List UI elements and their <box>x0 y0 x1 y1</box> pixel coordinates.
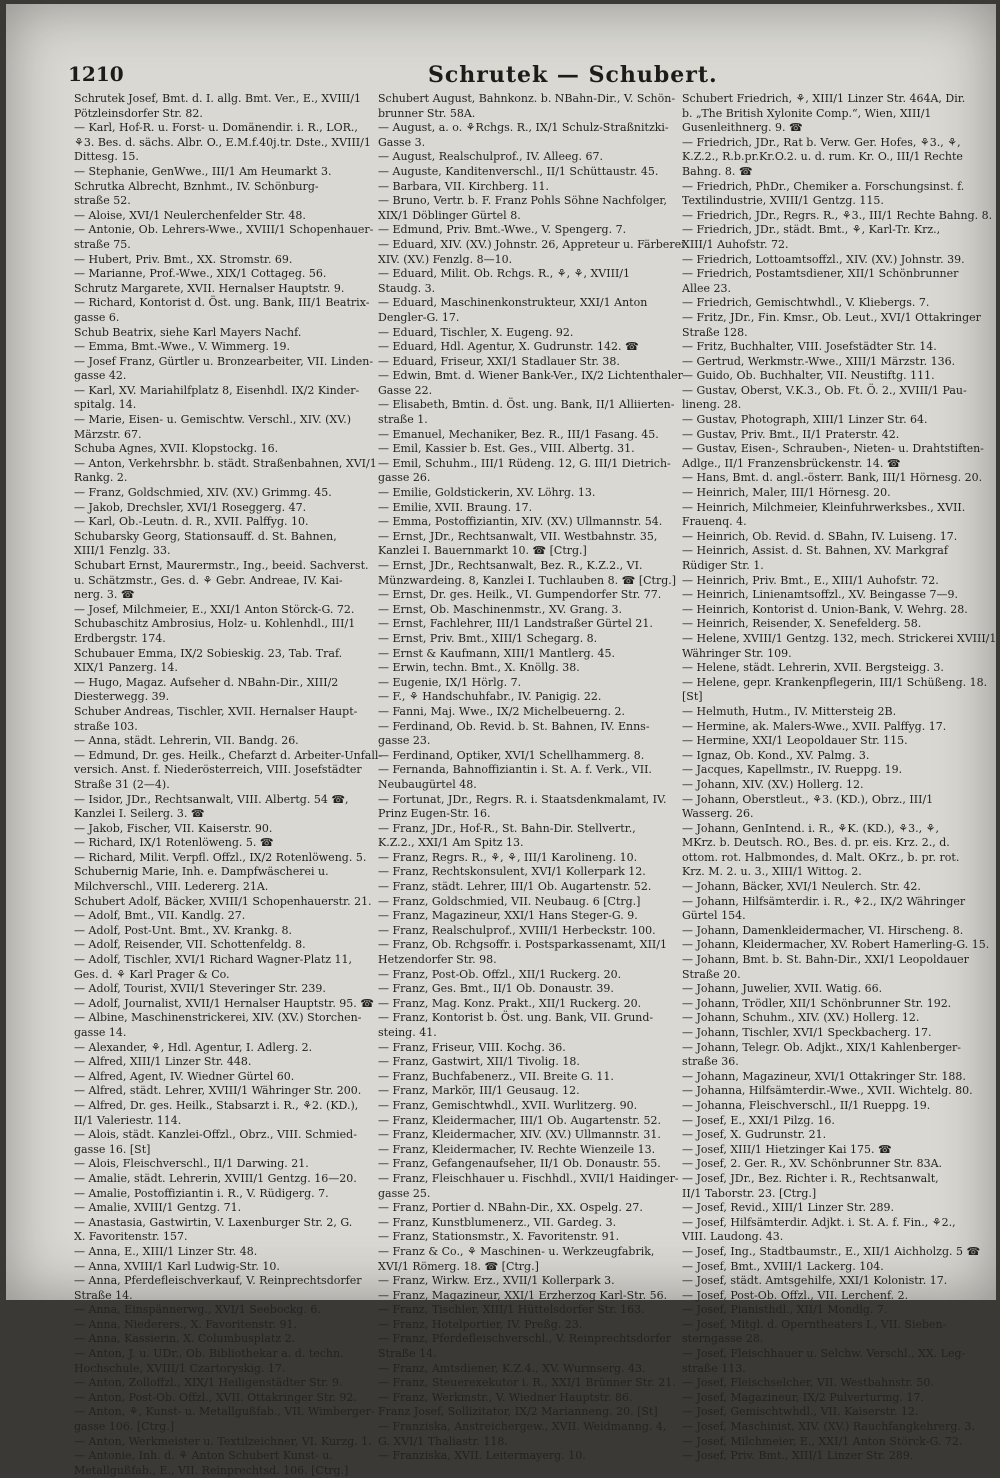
directory-entry-line: — Anna, E., XIII/1 Linzer Str. 48. <box>74 1244 258 1258</box>
directory-entry-line: — Alexander, ⚘, Hdl. Agentur, I. Adlerg. 2. <box>74 1040 313 1054</box>
directory-entry-line: — Helene, XVIII/1 Gentzg. 132, mech. Strickerei XVIII/1 <box>682 631 997 645</box>
directory-entry-line: — Josef, Maschinist, XIV. (XV.) Rauchfangkehrerg. 3. <box>682 1420 975 1434</box>
directory-entry-line: — Ernst, JDr., Rechtsanwalt, VII. Westbahnstr. 35, <box>378 529 658 543</box>
directory-entry-line: K.Z.2., XXI/1 Am Spitz 13. <box>378 836 524 850</box>
directory-entry-line: — Johann, Juwelier, XVII. Watig. 66. <box>682 982 883 996</box>
directory-entry-line: Schuber Andreas, Tischler, XVII. Hernalser Haupt- <box>74 704 358 718</box>
directory-entry-line: — Franz, Portier d. NBahn-Dir., XX. Ospelg. 27. <box>378 1201 643 1215</box>
directory-entry-line: Wasserg. 26. <box>682 807 754 821</box>
directory-entry-line: — Josef, Milchmeier, E., XXI/1 Anton Störck-G. 72. <box>74 602 355 616</box>
directory-entry-line: — Alois, städt. Kanzlei-Offzl., Obrz., VIII. Schmied- <box>74 1128 357 1142</box>
directory-entry-line: — Franz, Ges. Bmt., II/1 Ob. Donaustr. 39. <box>378 982 614 996</box>
directory-entry-line: Krz. M. 2. u. 3., XIII/1 Wittog. 2. <box>682 865 862 879</box>
directory-entry-line: — Franz, Amtsdiener, K.Z.4., XV. Wurmserg. 43. <box>378 1361 646 1375</box>
directory-entry-line: — Stephanie, GenWwe., III/1 Am Heumarkt 3. <box>74 164 332 178</box>
directory-entry-line: Schub Beatrix, siehe Karl Mayers Nachf. <box>74 325 302 339</box>
directory-entry-line: — Josef, Ing., Stadtbaumstr., E., XII/1 Aichholzg. 5 ☎ <box>682 1244 981 1258</box>
directory-entry-line: II/1 Taborstr. 23. [Ctrg.] <box>682 1186 817 1200</box>
directory-entry-line: — Antonie, Inh. d. ⚘ Anton Schubert Kunst- u. <box>74 1449 333 1463</box>
directory-entry-line: — Aloise, XVI/1 Neulerchenfelder Str. 48. <box>74 208 306 222</box>
directory-entry-line: — Helene, städt. Lehrerin, XVII. Bergsteigg. 3. <box>682 661 944 675</box>
page-title: Schrutek — Schubert. <box>428 62 718 88</box>
directory-entry-line: — Heinrich, Ob. Revid. d. SBahn, IV. Luiseng. 17. <box>682 529 958 543</box>
directory-entry-line: — Franz, Kleidermacher, III/1 Ob. Augartenstr. 52. <box>378 1113 661 1127</box>
directory-entry-line: — Johann, Schuhm., XIV. (XV.) Hollerg. 12. <box>682 1011 920 1025</box>
directory-entry-line: — Eduard, Maschinenkonstrukteur, XXI/1 Anton <box>378 296 648 310</box>
directory-entry-line: — Franz, Kleidermacher, IV. Rechte Wienzeile 13. <box>378 1142 656 1156</box>
directory-entry-line: — F., ⚘ Handschuhfabr., IV. Panigig. 22. <box>378 690 602 704</box>
directory-entry-line: — Eduard, Milit. Ob. Rchgs. R., ⚘, ⚘, XVIII/1 <box>378 267 630 281</box>
directory-entry-line: — Anton, Zolloffzl., XIX/1 Heiligenstädter Str. 9. <box>74 1376 343 1390</box>
directory-entry-line: gasse 106. [Ctrg.] <box>74 1420 175 1434</box>
directory-entry-line: — Friedrich, PhDr., Chemiker a. Forschungsinst. f. <box>682 179 965 193</box>
directory-entry-line: — Adolf, Journalist, XVII/1 Hernalser Hauptstr. 95. ☎ <box>74 996 375 1010</box>
directory-entry-line: — Eduard, Friseur, XXI/1 Stadlauer Str. 38. <box>378 354 620 368</box>
directory-entry-line: Hochschule, XVIII/1 Czartoryskig. 17. <box>74 1361 286 1375</box>
directory-entry-line: straße 75. <box>74 237 131 251</box>
directory-entry-line: XIX/1 Panzerg. 14. <box>74 661 178 675</box>
directory-entry-line: Schubaschitz Ambrosius, Holz- u. Kohlenhdl., III/1 <box>74 617 356 631</box>
directory-entry-line: — Edwin, Bmt. d. Wiener Bank-Ver., IX/2 Lichtenthaler <box>378 369 683 383</box>
directory-entry-line: — Alfred, Dr. ges. Heilk., Stabsarzt i. R., ⚘2. (KD.), <box>74 1098 359 1112</box>
directory-entry-line: — Anton, Post-Ob. Offzl., XVII. Ottakringer Str. 92. <box>74 1390 357 1404</box>
directory-entry-line: — Josef, Priv. Bmt., XIII/1 Linzer Str. 289. <box>682 1449 914 1463</box>
directory-entry-line: — Jacques, Kapellmstr., IV. Rueppg. 19. <box>682 763 903 777</box>
directory-entry-line: brunner Str. 58A. <box>378 106 476 120</box>
directory-entry-line: — Ferdinand, Ob. Revid. b. St. Bahnen, IV. Enns- <box>378 719 650 733</box>
directory-entry-line: — Hugo, Magaz. Aufseher d. NBahn-Dir., XIII/2 <box>74 675 339 689</box>
directory-entry-line: — Josef, Revid., XIII/1 Linzer Str. 289. <box>682 1201 894 1215</box>
directory-entry-line: — Antonie, Ob. Lehrers-Wwe., XVIII/1 Schopenhauer- <box>74 223 374 237</box>
directory-entry-line: — Alois, Fleischverschl., II/1 Darwing. 21. <box>74 1157 309 1171</box>
directory-entry-line: — Franz, Realschulprof., XVIII/1 Herbeckstr. 100. <box>378 923 656 937</box>
directory-entry-line: — Emilie, XVII. Braung. 17. <box>378 500 533 514</box>
directory-entry-line: — Helmuth, Hutm., IV. Mittersteig 2B. <box>682 704 897 718</box>
directory-entry-line: XIX/1 Döblinger Gürtel 8. <box>378 208 521 222</box>
directory-entry-line: — Franz, Gemischtwhdl., XVII. Wurlitzerg. 90. <box>378 1098 638 1112</box>
directory-entry-line: — Anna, XVIII/1 Karl Ludwig-Str. 10. <box>74 1259 280 1273</box>
directory-entry-line: — Ernst, Priv. Bmt., XIII/1 Schegarg. 8. <box>378 631 598 645</box>
directory-entry-line: Gasse 3. <box>378 135 426 149</box>
directory-entry-line: — Fritz, JDr., Fin. Kmsr., Ob. Leut., XVI/1 Ottakringer <box>682 310 981 324</box>
directory-entry-line: — Franz, Markör, III/1 Geusaug. 12. <box>378 1084 580 1098</box>
directory-entry-line: — Emil, Kassier b. Est. Ges., VIII. Albertg. 31. <box>378 442 635 456</box>
directory-entry-line: — Josef Franz, Gürtler u. Bronzearbeiter, VII. Linden- <box>74 354 374 368</box>
directory-entry-line: lineng. 28. <box>682 398 742 412</box>
directory-entry-line: XIII/1 Fenzlg. 33. <box>74 544 171 558</box>
directory-entry-line: Kanzlei I. Seilerg. 3. ☎ <box>74 807 205 821</box>
directory-entry-line: — Bruno, Vertr. b. F. Franz Pohls Söhne Nachfolger, <box>378 194 667 208</box>
directory-entry-line: — Albine, Maschinenstrickerei, XIV. (XV.) Storchen- <box>74 1011 362 1025</box>
directory-entry-line: — Franz, Stationsmstr., X. Favoritenstr. 91. <box>378 1230 620 1244</box>
directory-entry-line: Schubert Friedrich, ⚘, XIII/1 Linzer Str. 464A, Dir. <box>682 92 966 105</box>
directory-entry-line: sterngasse 28. <box>682 1332 764 1346</box>
directory-entry-line: — Anton, J. u. UDr., Ob. Bibliothekar a. d. techn. <box>74 1347 344 1361</box>
directory-entry-line: — Gustav, Oberst, V.K.3., Ob. Ft. Ö. 2., XVIII/1 Pau- <box>682 383 967 397</box>
directory-entry-line: — Adolf, Tischler, XVI/1 Richard Wagner-Platz 11, <box>74 953 353 967</box>
directory-entry-line: — Anastasia, Gastwirtin, V. Laxenburger Str. 2, G. <box>74 1215 353 1229</box>
directory-entry-line: Diesterwegg. 39. <box>74 690 170 704</box>
directory-entry-line: — Franz, Rechtskonsulent, XVI/1 Kollerpark 12. <box>378 865 646 879</box>
directory-entry-line: Frauenq. 4. <box>682 515 747 529</box>
directory-entry-line: — Alfred, städt. Lehrer, XVIII/1 Währinger Str. 200. <box>74 1084 362 1098</box>
directory-entry-line: Münzwardeing. 8, Kanzlei I. Tuchlauben 8. ☎ [Ctrg.] <box>378 573 677 587</box>
directory-entry-line: — Franz, Pferdefleischverschl., V. Reinprechtsdorfer <box>378 1332 672 1346</box>
directory-entry-line: Metallgußfab., E., VII. Reinprechtsd. 106. [Ctrg.] <box>74 1463 349 1477</box>
directory-entry-line: — Heinrich, Priv. Bmt., E., XIII/1 Auhofstr. 72. <box>682 573 939 587</box>
directory-entry-line: — Barbara, VII. Kirchberg. 11. <box>378 179 550 193</box>
directory-entry-line: — Gustav, Eisen-, Schrauben-, Nieten- u. Drahtstiften- <box>682 442 984 456</box>
directory-entry-line: — Josef, Gemischtwhdl., VII. Kaiserstr. 12. <box>682 1405 919 1419</box>
directory-entry-line: — Hermine, ak. Malers-Wwe., XVII. Palffyg. 17. <box>682 719 947 733</box>
directory-entry-line: — Johann, XIV. (XV.) Hollerg. 12. <box>682 777 864 791</box>
directory-entry-line: — Adolf, Bmt., VII. Kandlg. 27. <box>74 909 246 923</box>
directory-entry-line: — Karl, Hof-R. u. Forst- u. Domänendir. i. R., LOR., <box>74 121 358 135</box>
directory-entry-line: — Friedrich, Gemischtwhdl., V. Kliebergs. 7. <box>682 296 930 310</box>
directory-entry-line: Gürtel 154. <box>682 909 746 923</box>
directory-entry-line: — Eduard, XIV. (XV.) Johnstr. 26, Appreteur u. Färberei <box>378 237 685 251</box>
directory-entry-line: straße 1. <box>378 413 428 427</box>
directory-entry-line: — Josef, Hilfsämterdir. Adjkt. i. St. A. f. Fin., ⚘2., <box>682 1215 956 1229</box>
directory-entry-line: — Jakob, Drechsler, XVI/1 Roseggerg. 47. <box>74 500 307 514</box>
directory-entry-line: Schubart Ernst, Maurermstr., Ing., beeid. Sachverst. <box>74 559 369 572</box>
directory-entry-line: — Franz, Post-Ob. Offzl., XII/1 Ruckerg. 20. <box>378 967 622 981</box>
directory-entry-line: Schubarsky Georg, Stationsauff. d. St. Bahnen, <box>74 529 337 543</box>
directory-entry-line: — Johann, Oberstleut., ⚘3. (KD.), Obrz., III/1 <box>682 792 934 806</box>
directory-entry-line: straße 52. <box>74 194 131 208</box>
directory-entry-line: Neubaugürtel 48. <box>378 777 477 791</box>
directory-entry-line: — Heinrich, Maler, III/1 Hörnesg. 20. <box>682 486 891 500</box>
directory-entry-line: nerg. 3. ☎ <box>74 588 135 602</box>
directory-entry-line: — Elisabeth, Bmtin. d. Öst. ung. Bank, II/1 Alliierten- <box>378 398 675 412</box>
directory-entry-line: K.Z.2., R.b.pr.Kr.O.2. u. d. rum. Kr. O., III/1 Rechte <box>682 150 963 164</box>
directory-entry-line: — Richard, IX/1 Rotenlöweng. 5. ☎ <box>74 836 274 850</box>
directory-entry-line: — Johanna, Fleischverschl., II/1 Rueppg. 19. <box>682 1098 931 1112</box>
directory-entry-line: — Franz, Hotelportier, IV. Preßg. 23. <box>378 1317 583 1331</box>
directory-entry-line: Dittesg. 15. <box>74 150 139 164</box>
directory-entry-line: — Anna, Pferdefleischverkauf, V. Reinprechtsdorfer <box>74 1274 362 1288</box>
directory-entry-line: — Marie, Eisen- u. Gemischtw. Verschl., XIV. (XV.) <box>74 413 352 427</box>
directory-entry-line: — Franz, Buchfabenerz., VII. Breite G. 11. <box>378 1069 614 1083</box>
directory-entry-line: — Franz, Wirkw. Erz., XVII/1 Kollerpark 3. <box>378 1274 615 1288</box>
directory-entry-line: Milchverschl., VIII. Ledererg. 21A. <box>74 880 269 894</box>
directory-entry-line: — Emilie, Goldstickerin, XV. Löhrg. 13. <box>378 486 596 500</box>
directory-entry-line: — Anton, Werkmeister u. Textilzeichner, VI. Kurzg. 1. <box>74 1434 372 1448</box>
directory-entry-line: — Amalie, Postoffiziantin i. R., V. Rüdigerg. 7. <box>74 1186 329 1200</box>
directory-entry-line: — Karl, Ob.-Leutn. d. R., XVII. Palffyg. 10. <box>74 515 309 529</box>
directory-entry-line: — Franz, Mag. Konz. Prakt., XII/1 Ruckerg. 20. <box>378 996 642 1010</box>
directory-entry-line: — Fernanda, Bahnoffiziantin i. St. A. f. Verk., VII. <box>378 763 652 777</box>
directory-entry-line: XVI/1 Römerg. 18. ☎ [Ctrg.] <box>378 1259 539 1273</box>
directory-entry-line: MKrz. b. Deutsch. RO., Bes. d. pr. eis. Krz. 2., d. <box>682 836 950 850</box>
directory-entry-line: — Johann, Kleidermacher, XV. Robert Hamerling-G. 15. <box>682 938 990 952</box>
directory-entry-line: — Johann, Trödler, XII/1 Schönbrunner Str. 192. <box>682 996 952 1010</box>
directory-entry-line: — Franz, Gastwirt, XII/1 Tivolig. 18. <box>378 1055 580 1069</box>
directory-entry-line: — Edmund, Dr. ges. Heilk., Chefarzt d. Arbeiter-Unfall- <box>74 748 383 762</box>
directory-entry-line: Schuba Agnes, XVII. Klopstockg. 16. <box>74 442 279 456</box>
directory-entry-line: Prinz Eugen-Str. 16. <box>378 807 491 821</box>
directory-entry-line: — Hans, Bmt. d. angl.-österr. Bank, III/1 Hörnesg. 20. <box>682 471 983 485</box>
directory-entry-line: steing. 41. <box>378 1026 437 1039</box>
directory-entry-line: — Isidor, JDr., Rechtsanwalt, VIII. Albertg. 54 ☎, <box>74 792 349 806</box>
directory-entry-line: — Erwin, techn. Bmt., X. Knöllg. 38. <box>378 661 580 675</box>
directory-entry-line: — Fortunat, JDr., Regrs. R. i. Staatsdenkmalamt, IV. <box>378 792 667 806</box>
directory-entry-line: — Johann, Damenkleidermacher, VI. Hirscheng. 8. <box>682 923 964 937</box>
directory-entry-line: — Friedrich, JDr., Regrs. R., ⚘3., III/1 Rechte Bahng. 8. <box>682 208 993 222</box>
directory-entry-line: — Emma, Bmt.-Wwe., V. Wimmerg. 19. <box>74 340 291 354</box>
directory-entry-line: — Richard, Milit. Verpfl. Offzl., IX/2 Rotenlöweng. 5. <box>74 850 367 864</box>
page-number: 1210 <box>68 62 124 86</box>
directory-entry-line: — Johann, Magazineur, XVI/1 Ottakringer Str. 188. <box>682 1069 966 1083</box>
directory-entry-line: gasse 16. [St] <box>74 1142 151 1156</box>
directory-entry-line: — Adolf, Tourist, XVII/1 Steveringer Str. 239. <box>74 982 326 996</box>
directory-entry-line: Währinger Str. 109. <box>682 646 792 660</box>
directory-entry-line: Dengler-G. 17. <box>378 310 460 324</box>
directory-entry-line: — Gustav, Photograph, XIII/1 Linzer Str. 64. <box>682 413 928 427</box>
directory-entry-line: Straße 20. <box>682 967 741 981</box>
directory-entry-line: X. Favoritenstr. 157. <box>74 1230 188 1244</box>
directory-entry-line: — Josef, Milchmeier, E., XXI/1 Anton Störck-G. 72. <box>682 1434 963 1448</box>
directory-entry-line: Schrutek Josef, Bmt. d. I. allg. Bmt. Ver., E., XVIII/1 <box>74 92 361 105</box>
directory-entry-line: — Ernst, Dr. ges. Heilk., VI. Gumpendorfer Str. 77. <box>378 588 662 602</box>
directory-entry-line: u. Schätzmstr., Ges. d. ⚘ Gebr. Andreae, IV. Kai- <box>74 573 343 587</box>
directory-entry-line: — Gertrud, Werkmstr.-Wwe., XIII/1 Märzstr. 136. <box>682 354 956 368</box>
directory-entry-line: — Ernst, Ob. Maschinenmstr., XV. Grang. 3. <box>378 602 622 616</box>
directory-entry-line: — Franz, JDr., Hof-R., St. Bahn-Dir. Stellvertr., <box>378 821 636 835</box>
directory-entry-line: — Johann, Tischler, XVI/1 Speckbacherg. 17. <box>682 1026 932 1039</box>
directory-entry-line: Schubernig Marie, Inh. e. Dampfwäscherei u. <box>74 865 329 879</box>
directory-entry-line: — Ernst & Kaufmann, XIII/1 Mantlerg. 45. <box>378 646 616 660</box>
directory-entry-line: — Heinrich, Milchmeier, Kleinfuhrwerksbes., XVII. <box>682 500 966 514</box>
directory-entry-line: gasse 6. <box>74 310 120 324</box>
column-left <box>74 92 383 1477</box>
directory-entry-line: ⚘3. Bes. d. sächs. Albr. O., E.M.f.40j.tr. Dste., XVIII/1 <box>74 135 371 149</box>
directory-entry-line: — Josef, Pianisthdl., XII/1 Mondlg. 7. <box>682 1303 888 1317</box>
directory-entry-line: — Anna, Kassierin, X. Columbusplatz 2. <box>74 1332 296 1346</box>
directory-entry-line: — Eugenie, IX/1 Hörlg. 7. <box>378 675 522 689</box>
directory-entry-line: VIII. Laudong. 43. <box>682 1230 784 1244</box>
directory-entry-line: Gusenleithnerg. 9. ☎ <box>682 121 803 135</box>
directory-entry-line: — Josef, JDr., Bez. Richter i. R., Rechtsanwalt, <box>682 1171 939 1185</box>
directory-entry-line: Straße 31 (2—4). <box>74 777 170 791</box>
directory-entry-line: — Franz, Fleischhauer u. Fischhdl., XVII/1 Haidinger- <box>378 1171 679 1185</box>
directory-entry-line: — Amalie, XVIII/1 Gentzg. 71. <box>74 1201 242 1215</box>
directory-entry-line: — Anton, Verkehrsbhr. b. städt. Straßenbahnen, XVI/1 <box>74 456 377 470</box>
directory-entry-line: — Anna, Niederers., X. Favoritenstr. 91. <box>74 1317 298 1331</box>
directory-entry-line: — August, Realschulprof., IV. Alleeg. 67. <box>378 150 604 164</box>
directory-entry-line: — Johann, Bäcker, XVI/1 Neulerch. Str. 42. <box>682 880 921 894</box>
directory-entry-line: — Josef, Magazineur, IX/2 Pulverturmg. 17. <box>682 1390 924 1404</box>
directory-entry-line: — Josef, X. Gudrunstr. 21. <box>682 1128 827 1142</box>
directory-entry-line: Straße 14. <box>378 1347 437 1361</box>
directory-entry-line: Straße 14. <box>74 1288 133 1302</box>
directory-entry-line: — Helene, gepr. Krankenpflegerin, III/1 Schüßeng. 18. <box>682 675 988 689</box>
directory-entry-line: — Emil, Schuhm., III/1 Rüdeng. 12, G. III/1 Dietrich- <box>378 456 671 470</box>
directory-entry-line: gasse 23. <box>378 734 431 748</box>
directory-entry-line: — Auguste, Kanditenverschl., II/1 Schüttaustr. 45. <box>378 164 659 178</box>
directory-page <box>6 4 997 1477</box>
directory-entry-line: — Ignaz, Ob. Kond., XV. Palmg. 3. <box>682 748 870 762</box>
directory-entry-line: spitalg. 14. <box>74 398 137 412</box>
directory-entry-line: Franz Josef, Sollizitator, IX/2 Marianneng. 20. [St] <box>378 1405 658 1419</box>
directory-entry-line: Kanzlei I. Bauernmarkt 10. ☎ [Ctrg.] <box>378 544 587 558</box>
directory-entry-line: — Franz, Tischler, XIII/1 Hüttelsdorfer Str. 163. <box>378 1303 645 1317</box>
directory-entry-line: — Franz, Werkmstr., V. Wiedner Hauptstr. 86. <box>378 1390 633 1404</box>
directory-entry-line: — Anton, ⚘, Kunst- u. Metallgußfab., VII. Wimberger- <box>74 1405 375 1419</box>
directory-entry-line: — Anna, Einspännerwg., XVI/1 Seebockg. 6. <box>74 1303 321 1317</box>
directory-entry-line: Pötzleinsdorfer Str. 82. <box>74 106 203 120</box>
directory-entry-line: — Alfred, Agent, IV. Wiedner Gürtel 60. <box>74 1069 295 1083</box>
directory-entry-line: — Alfred, XIII/1 Linzer Str. 448. <box>74 1055 252 1069</box>
directory-entry-line: straße 103. <box>74 719 138 733</box>
directory-entry-line: — Franz, Friseur, VIII. Kochg. 36. <box>378 1040 566 1054</box>
directory-entry-line: — Franziska, Anstreichergew., XVII. Weidmanng. 4, <box>378 1420 667 1434</box>
directory-entry-line: Märzstr. 67. <box>74 427 142 441</box>
directory-entry-line: — Franz, Steuerexekutor i. R., XXI/1 Brünner Str. 21. <box>378 1376 676 1390</box>
directory-entry-line: — Heinrich, Assist. d. St. Bahnen, XV. Markgraf <box>682 544 948 558</box>
directory-entry-line: — Franz, Ob. Rchgsoffr. i. Postsparkassenamt, XII/1 <box>378 938 667 952</box>
column-right <box>682 92 997 1463</box>
directory-entry-line: — Adolf, Post-Unt. Bmt., XV. Krankg. 8. <box>74 923 293 937</box>
directory-entry-line: gasse 14. <box>74 1026 127 1039</box>
directory-entry-line: — Franz, Magazineur, XXI/1 Hans Steger-G. 9. <box>378 909 638 923</box>
directory-entry-line: Straße 128. <box>682 325 748 339</box>
directory-entry-line: — Josef, 2. Ger. R., XV. Schönbrunner Str. 83A. <box>682 1157 943 1171</box>
directory-entry-line: Schrutka Albrecht, Bznhmt., IV. Schönburg- <box>74 179 319 193</box>
directory-entry-line: — Franz, Goldschmied, VII. Neubaug. 6 [Ctrg.] <box>378 894 641 908</box>
directory-entry-line: G. XVI/1 Thaliastr. 118. <box>378 1434 508 1448</box>
directory-entry-line: — Jakob, Fischer, VII. Kaiserstr. 90. <box>74 821 273 835</box>
directory-entry-line: [St] <box>682 690 703 704</box>
directory-entry-line: — Emanuel, Mechaniker, Bez. R., III/1 Fasang. 45. <box>378 427 659 441</box>
directory-entry-line: Schubert August, Bahnkonz. b. NBahn-Dir., V. Schön- <box>378 92 676 105</box>
directory-entry-line: — Eduard, Tischler, X. Eugeng. 92. <box>378 325 574 339</box>
directory-entry-line: — Johann, Hilfsämterdir. i. R., ⚘2., IX/2 Währinger <box>682 894 966 908</box>
directory-entry-line: straße 113. <box>682 1361 746 1375</box>
directory-entry-line: — Johann, Bmt. b. St. Bahn-Dir., XXI/1 Leopoldauer <box>682 953 969 967</box>
directory-entry-line: — Franz & Co., ⚘ Maschinen- u. Werkzeugfabrik, <box>378 1244 655 1258</box>
directory-entry-line: — Amalie, städt. Lehrerin, XVIII/1 Gentzg. 16—20. <box>74 1171 357 1185</box>
directory-entry-line: — Ernst, JDr., Rechtsanwalt, Bez. R., K.Z.2., VI. <box>378 559 643 572</box>
directory-entry-line: — Friedrich, Lottoamtsoffzl., XIV. (XV.) Johnstr. 39. <box>682 252 965 266</box>
directory-entry-line: — Josef, E., XXI/1 Pilzg. 16. <box>682 1113 835 1127</box>
directory-entry-line: — Franz, städt. Lehrer, III/1 Ob. Augartenstr. 52. <box>378 880 652 894</box>
directory-entry-line: — Josef, XIII/1 Hietzinger Kai 175. ☎ <box>682 1142 892 1156</box>
directory-entry-line: — Josef, Mitgl. d. Operntheaters I., VII. Sieben- <box>682 1317 947 1331</box>
directory-entry-line: — Fanni, Maj. Wwe., IX/2 Michelbeuerng. 2. <box>378 704 626 718</box>
directory-entry-line: — Franz, Gefangenaufseher, II/1 Ob. Donaustr. 55. <box>378 1157 661 1171</box>
directory-entry-line: Bahng. 8. ☎ <box>682 164 753 178</box>
directory-entry-line: — Eduard, Hdl. Agentur, X. Gudrunstr. 142. ☎ <box>378 340 639 354</box>
directory-entry-line: Allee 23. <box>682 281 731 295</box>
directory-entry-line: — Fritz, Buchhalter, VIII. Josefstädter Str. 14. <box>682 340 937 354</box>
directory-entry-line: — Heinrich, Reisender, X. Senefelderg. 58. <box>682 617 922 631</box>
directory-entry-line: — Franz, Regrs. R., ⚘, ⚘, III/1 Karolineng. 10. <box>378 850 638 864</box>
directory-entry-line: gasse 42. <box>74 369 127 383</box>
directory-entry-line: — Friedrich, Postamtsdiener, XII/1 Schönbrunner <box>682 267 959 281</box>
directory-entry-line: — Franz, Kleidermacher, XIV. (XV.) Ullmannstr. 31. <box>378 1128 661 1142</box>
directory-entry-line: straße 36. <box>682 1055 739 1069</box>
directory-entry-line: — Johann, GenIntend. i. R., ⚘K. (KD.), ⚘3., ⚘, <box>682 821 939 835</box>
directory-entry-line: — Karl, XV. Mariahilfplatz 8, Eisenhdl. IX/2 Kinder- <box>74 383 360 397</box>
directory-entry-line: — Emma, Postoffiziantin, XIV. (XV.) Ullmannstr. 54. <box>378 515 663 529</box>
directory-entry-line: — Ernst, Fachlehrer, III/1 Landstraßer Gürtel 21. <box>378 617 653 631</box>
directory-entry-line: — Johann, Telegr. Ob. Adjkt., XIX/1 Kahlenberger- <box>682 1040 961 1054</box>
directory-entry-line: — Josef, Fleischhauer u. Selchw. Verschl., XX. Leg- <box>682 1347 966 1361</box>
directory-entry-line: Schubert Adolf, Bäcker, XVIII/1 Schopenhauerstr. 21. <box>74 894 372 908</box>
directory-entry-line: Gasse 22. <box>378 383 433 397</box>
directory-entry-line: — August, a. o. ⚘Rchgs. R., IX/1 Schulz-Straßnitzki- <box>378 121 669 135</box>
directory-entry-line: Erdbergstr. 174. <box>74 631 166 645</box>
directory-entry-line: versich. Anst. f. Niederösterreich, VIII. Josefstädter <box>74 763 362 777</box>
directory-entry-line: ottom. rot. Halbmondes, d. Malt. OKrz., b. pr. rot. <box>682 850 960 864</box>
directory-entry-line: Ges. d. ⚘ Karl Prager & Co. <box>74 967 230 981</box>
directory-entry-line: — Johanna, Hilfsämterdir.-Wwe., XVII. Wichtelg. 80. <box>682 1084 973 1098</box>
directory-entry-line: gasse 26. <box>378 471 431 485</box>
directory-entry-line: — Hermine, XXI/1 Leopoldauer Str. 115. <box>682 734 908 748</box>
column-middle <box>378 92 685 1463</box>
directory-entry-line: — Adolf, Reisender, VII. Schottenfeldg. 8. <box>74 938 306 952</box>
directory-entry-line: Schrutz Margarete, XVII. Hernalser Hauptstr. 9. <box>74 281 345 295</box>
directory-entry-line: — Franz, Kontorist b. Öst. ung. Bank, VII. Grund- <box>378 1011 654 1025</box>
directory-entry-line: Staudg. 3. <box>378 281 436 295</box>
directory-entry-line: — Friedrich, JDr., Rat b. Verw. Ger. Hofes, ⚘3., ⚘, <box>682 135 961 149</box>
directory-entry-line: — Franz, Magazineur, XXI/1 Erzherzog Karl-Str. 56. <box>378 1288 668 1302</box>
directory-entry-line: XIV. (XV.) Fenzlg. 8—10. <box>378 252 513 266</box>
directory-entry-line: — Friedrich, JDr., städt. Bmt., ⚘, Karl-Tr. Krz., <box>682 223 941 237</box>
directory-entry-line: — Josef, Post-Ob. Offzl., VII. Lerchenf. 2. <box>682 1288 909 1302</box>
directory-entry-line: — Josef, Bmt., XVIII/1 Lackerg. 104. <box>682 1259 884 1273</box>
directory-entry-line: — Hubert, Priv. Bmt., XX. Stromstr. 69. <box>74 252 293 266</box>
directory-entry-line: Schubauer Emma, IX/2 Sobieskig. 23, Tab. Traf. <box>74 646 343 660</box>
directory-entry-line: — Josef, Fleischselcher, VII. Westbahnstr. 50. <box>682 1376 934 1390</box>
directory-entry-line: — Franziska, XVII. Leitermayerg. 10. <box>378 1449 586 1463</box>
page-header <box>68 62 988 92</box>
directory-entry-line: — Franz, Goldschmied, XIV. (XV.) Grimmg. 45. <box>74 486 332 500</box>
directory-entry-line: Textilindustrie, XVIII/1 Gentzg. 115. <box>682 194 884 208</box>
directory-entry-line: — Josef, städt. Amtsgehilfe, XXI/1 Kolonistr. 17. <box>682 1274 948 1288</box>
directory-entry-line: Rankg. 2. <box>74 471 128 485</box>
directory-entry-line: — Richard, Kontorist d. Öst. ung. Bank, III/1 Beatrix- <box>74 296 370 310</box>
directory-entry-line: — Heinrich, Linienamtsoffzl., XV. Beingasse 7—9. <box>682 588 958 602</box>
directory-entry-line: Rüdiger Str. 1. <box>682 559 764 572</box>
directory-entry-line: gasse 25. <box>378 1186 431 1200</box>
directory-entry-line: — Franz, Kunstblumenerz., VII. Gardeg. 3. <box>378 1215 617 1229</box>
directory-entry-line: — Anna, städt. Lehrerin, VII. Bandg. 26. <box>74 734 299 748</box>
directory-entry-line: — Guido, Ob. Buchhalter, VII. Neustiftg. 111. <box>682 369 935 383</box>
directory-entry-line: — Ferdinand, Optiker, XVI/1 Schellhammerg. 8. <box>378 748 645 762</box>
directory-entry-line: Hetzendorfer Str. 98. <box>378 953 497 967</box>
directory-entry-line: II/1 Valeriestr. 114. <box>74 1113 182 1127</box>
directory-entry-line: — Heinrich, Kontorist d. Union-Bank, V. Wehrg. 28. <box>682 602 968 616</box>
directory-entry-line: Adlge., II/1 Franzensbrückenstr. 14. ☎ <box>682 456 901 470</box>
directory-entry-line: b. „The British Xylonite Comp.“, Wien, XIII/1 <box>682 106 932 120</box>
directory-entry-line: — Marianne, Prof.-Wwe., XIX/1 Cottageg. 56. <box>74 267 327 281</box>
directory-entry-line: — Gustav, Priv. Bmt., II/1 Praterstr. 42. <box>682 427 900 441</box>
directory-entry-line: XIII/1 Auhofstr. 72. <box>682 237 789 251</box>
directory-entry-line: — Edmund, Priv. Bmt.-Wwe., V. Spengerg. 7. <box>378 223 627 237</box>
